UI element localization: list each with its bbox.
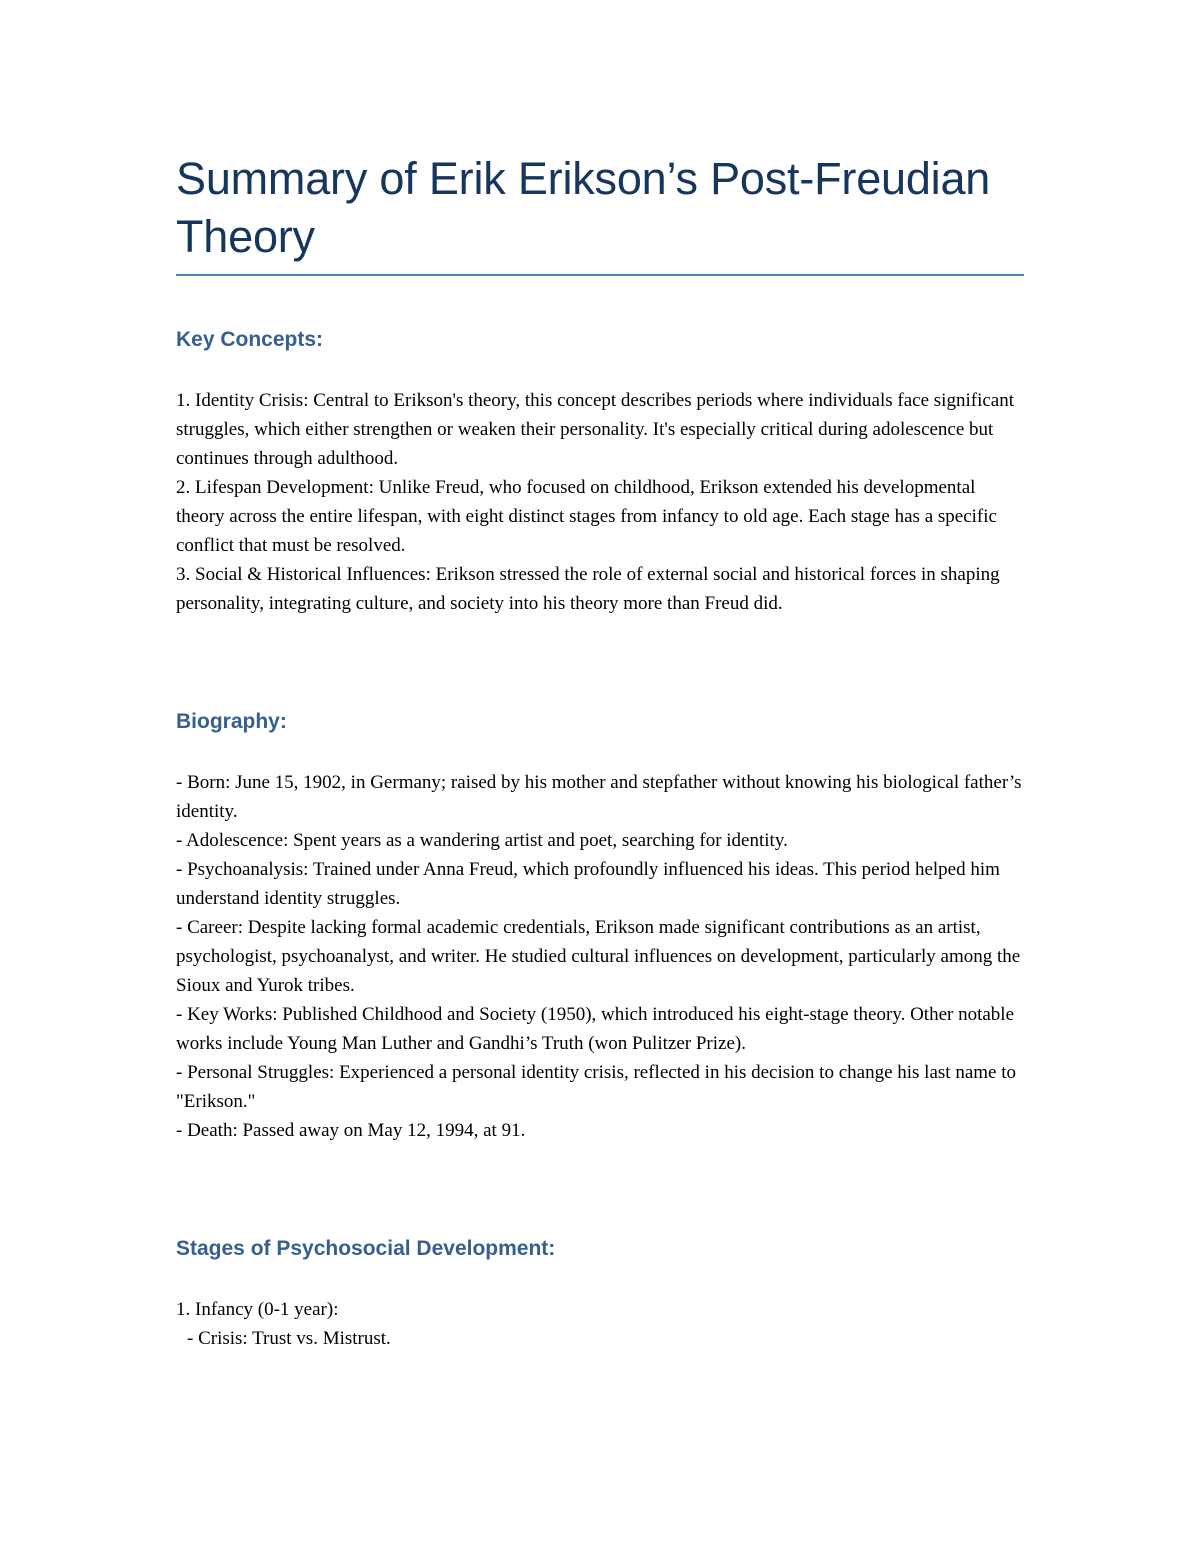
key-concept-item: 3. Social & Historical Influences: Erikson stressed the role of external social and historical forces in shaping personality, integrating culture, and society into his theory more than Freud did. <box>176 564 1000 614</box>
document-page <box>176 150 1024 1353</box>
stages-list <box>176 1295 1024 1353</box>
title-underline <box>176 274 1024 276</box>
biography-item: - Born: June 15, 1902, in Germany; raised by his mother and stepfather without knowing his biological father’s identity. <box>176 772 1022 822</box>
biography-item: - Personal Struggles: Experienced a personal identity crisis, reflected in his decision to change his last name to "Erikson." <box>176 1062 1016 1112</box>
biography-item: - Death: Passed away on May 12, 1994, at 91. <box>176 1120 526 1141</box>
key-concepts-heading: Key Concepts: <box>176 328 324 351</box>
biography-heading: Biography: <box>176 710 287 733</box>
key-concept-item: 1. Identity Crisis: Central to Erikson's theory, this concept describes periods where individuals face significant struggles, which either strengthen or weaken their personality. It's especially critical during adolescence but continues through adulthood. <box>176 390 1014 469</box>
biography-item: - Adolescence: Spent years as a wandering artist and poet, searching for identity. <box>176 830 788 851</box>
biography-list <box>176 768 1024 1145</box>
stages-heading: Stages of Psychosocial Development: <box>176 1237 556 1260</box>
biography-item: - Psychoanalysis: Trained under Anna Freud, which profoundly influenced his ideas. This period helped him understand identity struggles. <box>176 859 1000 909</box>
stage-crisis-item: - Crisis: Trust vs. Mistrust. <box>187 1328 391 1349</box>
biography-item: - Key Works: Published Childhood and Society (1950), which introduced his eight-stage theory. Other notable works include Young Man Luther and Gandhi’s Truth (won Pulitzer Prize). <box>176 1004 1015 1054</box>
document-title: Summary of Erik Erikson’s Post-Freudian Theory <box>176 153 991 262</box>
biography-item: - Career: Despite lacking formal academic credentials, Erikson made significant contributions as an artist, psychologist, psychoanalyst, and writer. He studied cultural influences on development, particularly among the Sioux and Yurok tribes. <box>176 917 1021 996</box>
key-concept-item: 2. Lifespan Development: Unlike Freud, who focused on childhood, Erikson extended his developmental theory across the entire lifespan, with eight distinct stages from infancy to old age. Each stage has a specific conflict that must be resolved. <box>176 477 997 556</box>
stage-item: 1. Infancy (0-1 year): <box>176 1299 339 1320</box>
key-concepts-list <box>176 386 1024 618</box>
